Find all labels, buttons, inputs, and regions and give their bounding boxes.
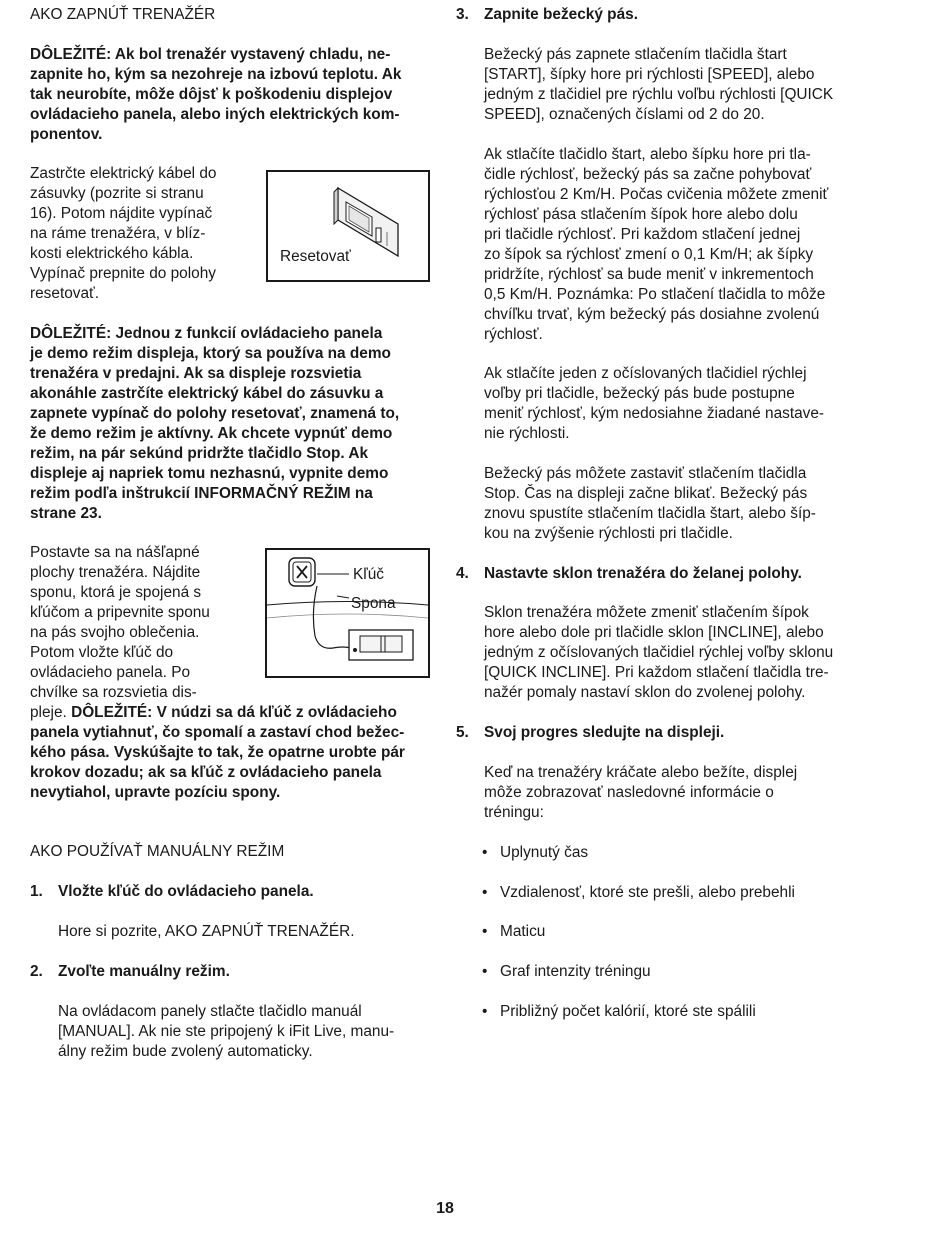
text-line: ovládacieho panela. Po [30,664,191,681]
important-note-cold [30,45,435,145]
text-line: DÔLEŽITÉ: Jednou z funkcií ovládacieho panela [30,325,383,342]
text-line: Ak stlačíte tlačidlo štart, alebo šípku hore pri tla- [484,146,811,163]
bullet-text: Približný počet kalórií, ktoré ste spálili [500,1003,756,1020]
text-line: meniť rýchlosť, kým nedosiahne žiadané nastave- [484,405,825,422]
text-line: DÔLEŽITÉ: Ak bol trenažér vystavený chladu, ne- [30,46,391,63]
text-line: nažér pomaly nastaví sklon do zvolenej polohy. [484,684,806,701]
bullet-text: Uplynutý čas [500,844,589,861]
text-line: tak neurobíte, môže dôjsť k poškodeniu displejov [30,86,393,103]
text-line: álny režim bude zvolený automaticky. [58,1043,313,1060]
reset-switch-figure [266,170,430,282]
bullet-item [456,1002,876,1022]
text-line: nevytiahol, upravte pozíciu spony. [30,784,281,801]
step-title: Vložte kľúč do ovládacieho panela. [58,883,314,900]
plug-in-instructions [30,164,260,304]
text-line: kého pása. Vyskúšajte to tak, že opatrne urobte pár [30,744,405,761]
text-line: Hore si pozrite, AKO ZAPNÚŤ TRENAŽÉR. [58,923,355,940]
bullet-marker: • [482,884,488,901]
text-line: strane 23. [30,505,102,522]
text-line: akonáhle zastrčíte elektrický kábel do zásuvku a [30,385,384,402]
bullet-item [456,843,876,863]
text-line: Vypínač prepnite do polohy [30,265,216,282]
step-title: Zvoľte manuálny režim. [58,963,230,980]
text-line: displeje aj napriek tomu nezhasnú, vypnite demo [30,465,389,482]
text-line: Bežecký pás môžete zastaviť stlačením tlačidla [484,465,807,482]
text-line: voľby pri tlačidle, bežecký pás bude postupne [484,385,795,402]
text-line: Zastrčte elektrický kábel do [30,165,217,182]
clip-label: Spona [351,595,396,612]
text-line: môže zobrazovať nasledovné informácie o [484,784,774,801]
text-line: panela vytiahnuť, čo spomalí a zastaví chod bežec- [30,724,405,741]
text-line: zapnete vypínač do polohy resetovať, znamená to, [30,405,400,422]
text-line: pridržíte, rýchlosť sa bude meniť v inkrementoch [484,266,814,283]
step-4-paragraph [456,603,876,703]
bullet-marker: • [482,1003,488,1020]
text-line: chvíľku trvať, kým bežecký pás dosiahne zvolenú [484,306,820,323]
step-2 [30,962,435,982]
text-line: Stop. Čas na displeji začne blikať. Bežecký pás [484,485,808,502]
text-line: nie rýchlosti. [484,425,570,442]
step-1 [30,882,435,902]
step-number: 1. [30,883,43,900]
text-line: režim, na pár sekúnd pridržte tlačidlo Stop. Ak [30,445,369,462]
text-line: je demo režim displeja, ktorý sa používa na demo [30,345,391,362]
text-line: znovu spustíte stlačením tlačidla štart, alebo šíp- [484,505,816,522]
text-line: Sklon trenažéra môžete zmeniť stlačením šípok [484,604,809,621]
text-line-mixed [30,703,440,723]
text-line: [START], šípky hore pri rýchlosti [SPEED], alebo [484,66,815,83]
page-number: 18 [436,1200,454,1217]
text-line: rýchlosťou 2 Km/H. Počas cvičenia môžete zmeniť [484,186,829,203]
step-2-body [30,1002,435,1062]
step-5-paragraph [456,763,876,823]
key-clip-figure [265,548,430,678]
text-line: krokov dozadu; ak sa kľúč z ovládacieho panela [30,764,382,781]
text-line: kou na zvýšenie rýchlosti pri tlačidle. [484,525,733,542]
bullet-text: Vzdialenosť, ktoré ste prešli, alebo prebehli [500,884,795,901]
step-3-paragraph-1 [456,45,876,125]
text-line: chvílke sa rozsvietia dis- [30,684,197,701]
text-line: 0,5 Km/H. Poznámka: Po stlačení tlačidla to môže [484,286,826,303]
text-line: Keď na trenažéry kráčate alebo bežíte, displej [484,764,798,781]
bullet-item [456,883,876,903]
step-title: Nastavte sklon trenažéra do želanej polohy. [484,565,802,582]
text-line: [MANUAL]. Ak nie ste pripojený k iFit Live, manu- [58,1023,395,1040]
text-line: režim podľa inštrukcií INFORMAČNÝ REŽIM na [30,485,373,502]
text-line: plochy trenažéra. Nájdite [30,564,201,581]
text-line: SPEED], označených číslami od 2 do 20. [484,106,765,123]
bullet-text: Maticu [500,923,546,940]
text-line: na ráme trenažéra, v blíz- [30,225,206,242]
text-line: kľúčom a pripevnite sponu [30,604,210,621]
text-line: jedným z očíslovaných tlačidiel rýchlej voľby sklonu [484,644,834,661]
bullet-item [456,962,876,982]
step-number: 4. [456,565,469,582]
bullet-marker: • [482,963,488,980]
text-line: Postavte sa na nášľapné [30,544,200,561]
bullet-marker: • [482,844,488,861]
text-line: ovládacieho panela, alebo iných elektrických kom- [30,106,400,123]
text-line: trenažéra v predajni. Ak sa displeje rozsvietia [30,365,362,382]
section-heading-turn-on: AKO ZAPNÚŤ TRENAŽÉR [30,6,216,23]
text-line: Na ovládacom panely stlačte tlačidlo manuál [58,1003,362,1020]
text-line: zapnite ho, kým sa nezohreje na izbovú teplotu. Ak [30,66,402,83]
important-note-emergency [30,703,440,803]
step-3 [456,5,876,25]
bullet-item [456,922,876,942]
text-line: DÔLEŽITÉ: V núdzi sa dá kľúč z ovládacieho [71,704,397,721]
text-line: [QUICK INCLINE]. Pri každom stlačení tlačidla tre- [484,664,829,681]
stand-instructions [30,543,260,703]
text-line: hore alebo dole pri tlačidle sklon [INCLINE], alebo [484,624,824,641]
step-title: Zapnite bežecký pás. [484,6,638,23]
bullet-text: Graf intenzity tréningu [500,963,651,980]
important-note-demo-mode [30,324,435,524]
step-number: 2. [30,963,43,980]
text-line: čidle rýchlosť, bežecký pás sa začne pohybovať [484,166,812,183]
text-line: pleje. [30,704,72,721]
step-title: Svoj progres sledujte na displeji. [484,724,725,741]
key-label: Kľúč [353,566,385,583]
text-line: Potom vložte kľúč do [30,644,174,661]
reset-label: Resetovať [280,248,351,265]
text-line: rýchlosť pása stlačením šípok hore alebo dolu [484,206,798,223]
text-line: tréningu: [484,804,544,821]
step-number: 3. [456,6,469,23]
step-3-paragraph-3 [456,364,876,444]
text-line: rýchlosť. [484,326,543,343]
text-line: 16). Potom nájdite vypínač [30,205,213,222]
step-3-paragraph-4 [456,464,876,544]
key-clip-illustration [267,550,428,676]
text-line: zásuvky (pozrite si stranu [30,185,204,202]
text-line: resetovať. [30,285,100,302]
step-1-body [30,922,435,942]
step-3-paragraph-2 [456,145,876,345]
text-line: Ak stlačíte jeden z očíslovaných tlačidiel rýchlej [484,365,807,382]
text-line: zo šípok sa rýchlosť zmení o 0,1 Km/H; ak šípky [484,246,814,263]
step-4 [456,564,876,584]
step-5 [456,723,876,743]
step-number: 5. [456,724,469,741]
text-line: že demo režim je aktívny. Ak chcete vypnúť demo [30,425,393,442]
text-line: pri tlačidle rýchlosť. Pri každom stlačení jednej [484,226,801,243]
text-line: ponentov. [30,126,103,143]
bullet-marker: • [482,923,488,940]
section-heading-manual-mode: AKO POUŽÍVAŤ MANUÁLNY REŽIM [30,843,285,860]
text-line: Bežecký pás zapnete stlačením tlačidla štart [484,46,787,63]
text-line: jedným z tlačidiel pre rýchlu voľbu rýchlosti [QUICK [484,86,834,103]
text-line: sponu, ktorá je spojená s [30,584,202,601]
text-line: kosti elektrického kábla. [30,245,194,262]
text-line: na pás svojho oblečenia. [30,624,200,641]
